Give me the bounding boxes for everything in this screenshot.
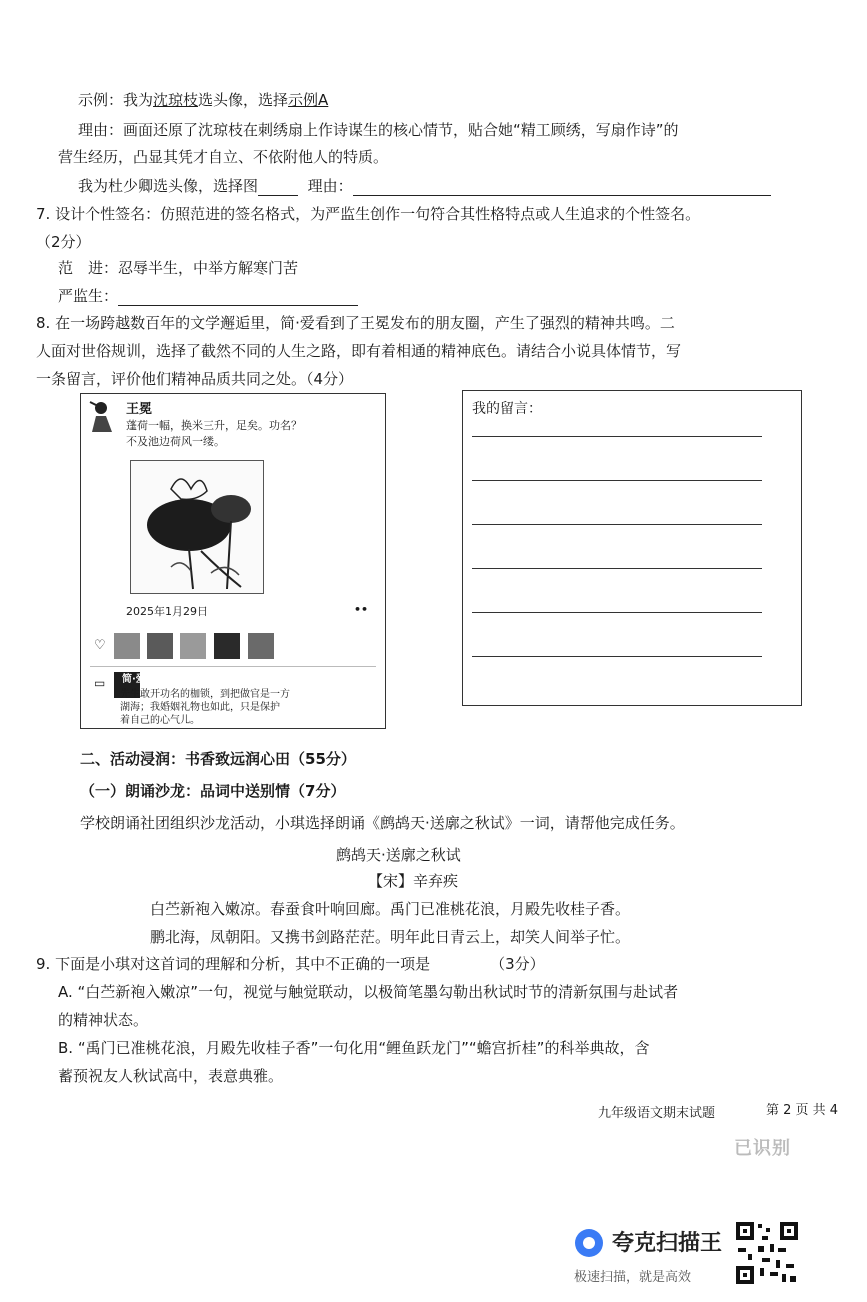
q7-stem-2: （2分） [36,233,91,251]
q8-stem-2: 人面对世俗规训，选择了截然不同的人生之路，即有着相通的精神底色。请结合小说具体情节，写 [36,342,682,360]
q9-option-b-1[interactable]: B. “禹门已准桃花浪，月殿先收桂子香”一句化用“鲤鱼跃龙门”“蟾宫折桂”的科举典故，含 [58,1039,650,1057]
yan-label: 严监生： [58,287,119,305]
liker-avatar [147,633,173,659]
heart-icon[interactable]: ♡ [94,638,106,653]
q9-stem-text: 9. 下面是小琪对这首词的理解和分析，其中不正确的一项是 [36,955,431,973]
example-reason-2: 营生经历，凸显其凭才自立、不依附他人的特质。 [58,148,389,166]
brand-name: 夸克扫描王 [612,1231,723,1256]
quark-logo-icon [574,1228,604,1258]
reply-box[interactable] [462,390,802,706]
qr-code-icon [734,1220,800,1286]
lotus-painting[interactable] [130,460,264,594]
comment-line-3: 着自己的心气儿。 [120,715,200,726]
example-person: 沈琼枝 [153,91,199,109]
poem-line-1: 白苎新袍入嫩凉。春蚕食叶响回廊。禹门已准桃花浪，月殿先收桂子香。 [150,900,631,918]
scan-watermark: 已识别 [734,1138,791,1159]
poem-title: 鹧鸪天·送廓之秋试 [336,846,461,864]
fanjin-label: 范 进： [58,259,119,277]
q9-stem [36,954,545,974]
commenter-name: 简·爱 [122,674,146,685]
reply-line[interactable] [472,568,762,569]
example-choice: 示例A [288,91,329,109]
q9-option-b-2[interactable]: 蓄预祝友人秋试高中，表意典雅。 [58,1067,284,1085]
section-2-sub1: （一）朗诵沙龙：品词中送别情（7分） [80,782,346,800]
example-mid: 选头像，选择 [198,91,289,109]
q8-stem-3: 一条留言，评价他们精神品质共同之处。（4分） [36,370,354,388]
poem-author: 【宋】辛弃疾 [368,872,459,890]
comment-line-1: 先生敢开功名的枷锁，到把做官是一方 [120,689,290,700]
post-text-1: 蓬荷一幅，换米三升，足矣。功名？ [126,419,302,432]
example-prefix: 示例：我为 [78,91,154,109]
task-a-text: 我为杜少卿选头像，选择图 [78,177,259,195]
post-more-menu[interactable]: •• [354,603,369,616]
brand-slogan: 极速扫描，就是高效 [574,1270,692,1285]
reason-blank[interactable] [353,179,771,196]
qr-code[interactable] [734,1220,800,1286]
scholar-avatar-icon [86,398,116,432]
page-number: 第 2 页 共 4 [766,1103,839,1118]
reply-line[interactable] [472,656,762,657]
wang-mian-avatar [86,398,116,432]
liker-avatar [214,633,240,659]
post-divider [90,666,376,667]
post-date: 2025年1月29日 [126,605,208,618]
yan-blank[interactable] [118,289,358,306]
lotus-icon [131,461,263,593]
reply-line[interactable] [472,612,762,613]
section-2-intro: 学校朗诵社团组织沙龙活动，小琪选择朗诵《鹧鸪天·送廓之秋试》一词，请帮他完成任务。 [80,814,685,832]
poem-line-2: 鹏北海，凤朝阳。又携书剑路茫茫。明年此日青云上，却笑人间举子忙。 [150,928,631,946]
fanjin-text: 忍辱半生，中举方解寒门苦 [118,259,299,277]
post-author: 王冕 [126,402,153,417]
q7-stem-1: 7. 设计个性签名：仿照范进的签名格式，为严监生创作一句符合其性格特点或人生追求的个性签名。 [36,205,701,223]
example-line [78,90,328,110]
liker-avatar [248,633,274,659]
post-text-2: 不及池边荷风一缕。 [126,435,225,448]
quark-logo [574,1228,604,1258]
q7-yan [58,286,358,306]
comment-line-2: 湖海；我婚姻礼物也如此，只是保护 [120,702,280,713]
task-b-text: 理由： [307,177,353,195]
q9-option-a-2[interactable]: 的精神状态。 [58,1011,149,1029]
reply-line[interactable] [472,524,762,525]
example-reason-1: 理由：画面还原了沈琼枝在刺绣扇上作诗谋生的核心情节，贴合她“精工顾绣，写扇作诗”的 [78,121,679,139]
q8-stem-1: 8. 在一场跨越数百年的文学邂逅里，简·爱看到了王冕发布的朋友圈，产生了强烈的精神共鸣。二 [36,314,675,332]
q9-score: （3分） [490,955,545,973]
comment-icon[interactable]: ▭ [94,676,106,690]
exam-name: 九年级语文期末试题 [598,1106,716,1121]
reply-line[interactable] [472,436,762,437]
choice-blank[interactable] [258,179,298,196]
q7-fanjin [58,258,298,278]
q9-option-a-1[interactable]: A. “白苎新袍入嫩凉”一句，视觉与触觉联动，以极简笔墨勾勒出秋试时节的清新氛围与赴试者 [58,983,679,1001]
reply-label: 我的留言： [472,401,542,417]
task-du-shaoqing [78,176,771,196]
liker-avatar [180,633,206,659]
section-2-title: 二、活动浸润：书香致远润心田（55分） [80,750,356,768]
liker-avatar [114,633,140,659]
reply-line[interactable] [472,480,762,481]
